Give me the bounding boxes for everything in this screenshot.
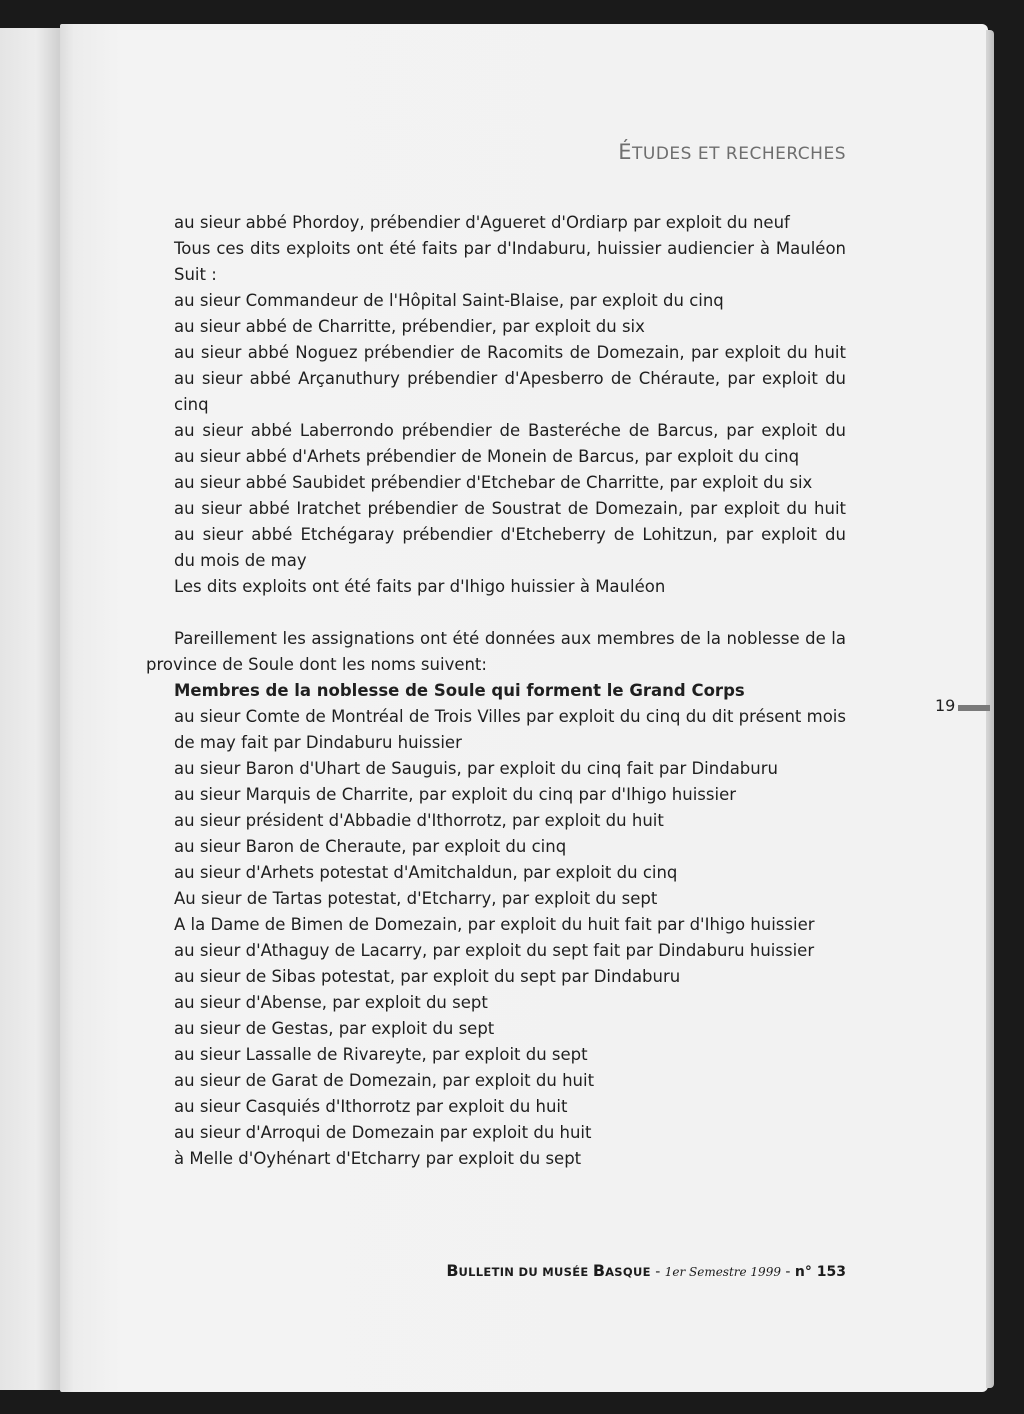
footer-t1: ULLETIN DU MUSÉE (458, 1265, 593, 1279)
footer-semester: 1er Semestre 1999 (664, 1265, 781, 1279)
text-line: au sieur Baron d'Uhart de Sauguis, par exploit du cinq fait par Dindaburu (174, 759, 778, 778)
text-line: au sieur de Gestas, par exploit du sept (174, 1019, 495, 1038)
running-head-rest: TUDES ET RECHERCHES (632, 144, 846, 164)
text-line: cinq (174, 395, 209, 414)
text-line: Tous ces dits exploits ont été faits par d'Indaburu, huissier audiencier à Mauléon (174, 239, 846, 258)
text-line: au sieur de Sibas potestat, par exploit du sept par Dindaburu (174, 967, 681, 986)
footer-b1: B (446, 1261, 459, 1280)
text-line: à Melle d'Oyhénart d'Etcharry par exploit du sept (174, 1149, 582, 1168)
section-heading: Membres de la noblesse de Soule qui forment le Grand Corps (174, 681, 745, 700)
text-line: au sieur abbé Phordoy, prébendier d'Agueret d'Ordiarp par exploit du neuf (174, 213, 790, 232)
text-line: au sieur Marquis de Charrite, par exploit du cinq par d'Ihigo huissier (174, 785, 737, 804)
text-line: Au sieur de Tartas potestat, d'Etcharry, par exploit du sept (174, 889, 658, 908)
footer-sep1: - (650, 1264, 665, 1280)
text-line: au sieur d'Athaguy de Lacarry, par exploit du sept fait par Dindaburu huissier (174, 941, 815, 960)
footer-issue: n° 153 (794, 1264, 846, 1280)
text-line: au sieur d'Abense, par exploit du sept (174, 993, 488, 1012)
text-line: au sieur Casquiés d'Ithorrotz par exploit du huit (174, 1097, 568, 1116)
text-line: au sieur abbé Etchégaray prébendier d'Etcheberry de Lohitzun, par exploit du (174, 525, 846, 544)
footer-sep2: - (780, 1264, 795, 1280)
left-page-edge (0, 28, 60, 1390)
running-head-cap: É (618, 140, 633, 164)
text-line: au sieur Lassalle de Rivareyte, par exploit du sept (174, 1045, 588, 1064)
paragraph-line: Pareillement les assignations ont été données aux membres de la noblesse de la (174, 629, 846, 648)
text-line: Les dits exploits ont été faits par d'Ihigo huissier à Mauléon (174, 577, 666, 596)
footer-b2: B (592, 1261, 606, 1280)
footer-t2: ASQUE (605, 1265, 651, 1279)
text-line: au sieur Comte de Montréal de Trois Villes par exploit du cinq du dit présent mois (174, 707, 846, 726)
text-line: au sieur Baron de Cheraute, par exploit du cinq (174, 837, 567, 856)
body-text (146, 210, 846, 1172)
paragraph-line: province de Soule dont les noms suivent: (146, 655, 487, 674)
text-line: Suit : (174, 265, 217, 284)
footer (446, 1261, 846, 1280)
text-line: au sieur abbé d'Arhets prébendier de Monein de Barcus, par exploit du cinq (174, 447, 800, 466)
text-line: au sieur Commandeur de l'Hôpital Saint-Blaise, par exploit du cinq (174, 291, 724, 310)
text-line: au sieur abbé Arçanuthury prébendier d'Apesberro de Chéraute, par exploit du (174, 369, 846, 388)
text-line: au sieur président d'Abbadie d'Ithorrotz, par exploit du huit (174, 811, 664, 830)
text-line: au sieur abbé Saubidet prébendier d'Etchebar de Charritte, par exploit du six (174, 473, 813, 492)
text-line: au sieur abbé de Charritte, prébendier, par exploit du six (174, 317, 645, 336)
text-line: au sieur abbé Laberrondo prébendier de Basteréche de Barcus, par exploit du (174, 421, 846, 440)
paragraph-gap (146, 600, 846, 626)
text-line: du mois de may (174, 551, 307, 570)
text-line: au sieur d'Arhets potestat d'Amitchaldun, par exploit du cinq (174, 863, 678, 882)
margin-page-number: 19 (935, 696, 956, 715)
text-line: au sieur abbé Iratchet prébendier de Soustrat de Domezain, par exploit du huit (174, 499, 846, 518)
text-line: au sieur d'Arroqui de Domezain par exploit du huit (174, 1123, 592, 1142)
margin-tab-marker (958, 705, 990, 711)
running-head (618, 140, 846, 164)
text-line: au sieur abbé Noguez prébendier de Racomits de Domezain, par exploit du huit (174, 343, 846, 362)
text-line: A la Dame de Bimen de Domezain, par exploit du huit fait par d'Ihigo huissier (174, 915, 815, 934)
text-line: de may fait par Dindaburu huissier (174, 733, 462, 752)
text-line: au sieur de Garat de Domezain, par exploit du huit (174, 1071, 595, 1090)
